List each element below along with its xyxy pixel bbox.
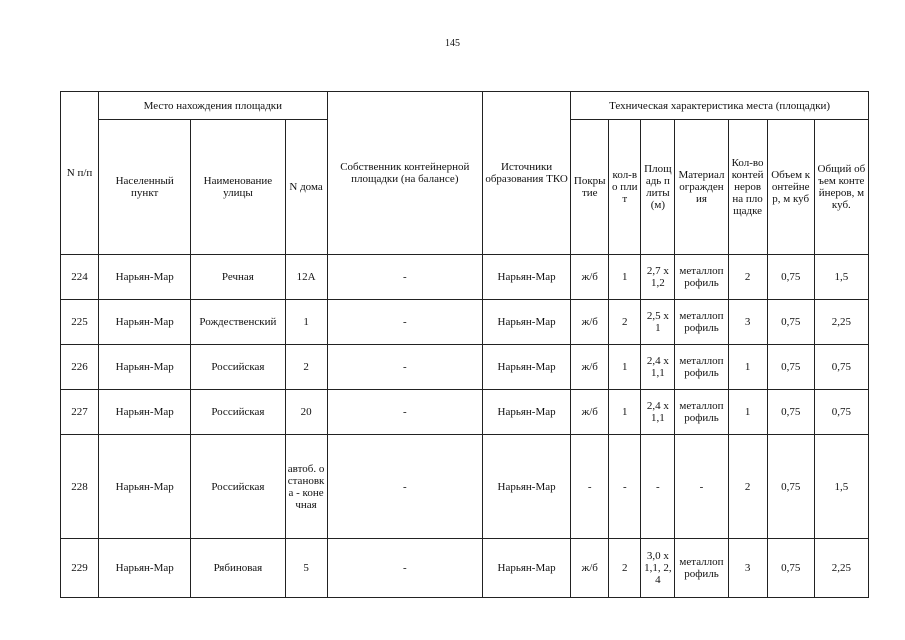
cell-street: Российская: [191, 435, 285, 539]
cell-num: 226: [61, 345, 99, 390]
cell-area: 2,4 x 1,1: [641, 390, 675, 435]
cell-street: Рябиновая: [191, 539, 285, 598]
cell-coverage: ж/б: [571, 390, 609, 435]
cell-settlement: Нарьян-Мар: [99, 435, 191, 539]
cell-street: Рождественский: [191, 300, 285, 345]
table-row: [61, 300, 869, 345]
cell-settlement: Нарьян-Мар: [99, 300, 191, 345]
cell-volume: 0,75: [767, 255, 814, 300]
cell-containers: 2: [728, 435, 767, 539]
cell-slabs: 1: [609, 255, 641, 300]
cell-material: -: [675, 435, 728, 539]
cell-street: Российская: [191, 345, 285, 390]
cell-owner: -: [327, 390, 482, 435]
cell-volume: 0,75: [767, 300, 814, 345]
cell-slabs: -: [609, 435, 641, 539]
cell-material: металлопрофиль: [675, 345, 728, 390]
header-num: N п/п: [61, 92, 99, 255]
header-container-volume: Объем контейнер, м куб: [767, 120, 814, 255]
header-fence-material: Материал ограждения: [675, 120, 728, 255]
cell-volume: 0,75: [767, 539, 814, 598]
header-street: Наименование улицы: [191, 120, 285, 255]
cell-source: Нарьян-Мар: [482, 390, 570, 435]
cell-source: Нарьян-Мар: [482, 539, 570, 598]
cell-slabs: 2: [609, 539, 641, 598]
cell-total: 1,5: [814, 255, 868, 300]
cell-coverage: -: [571, 435, 609, 539]
header-slabs-count: кол-во плит: [609, 120, 641, 255]
header-source: Источники образования ТКО: [482, 92, 570, 255]
header-house: N дома: [285, 120, 327, 255]
header-coverage: Покрытие: [571, 120, 609, 255]
header-settlement: Населенный пункт: [99, 120, 191, 255]
cell-owner: -: [327, 435, 482, 539]
cell-num: 224: [61, 255, 99, 300]
header-total-volume: Общий объем контейнеров, м куб.: [814, 120, 868, 255]
cell-slabs: 1: [609, 345, 641, 390]
cell-total: 2,25: [814, 539, 868, 598]
cell-coverage: ж/б: [571, 255, 609, 300]
header-owner: Собственник контейнерной площадки (на балансе): [327, 92, 482, 255]
cell-volume: 0,75: [767, 390, 814, 435]
cell-source: Нарьян-Мар: [482, 345, 570, 390]
cell-material: металлопрофиль: [675, 390, 728, 435]
cell-settlement: Нарьян-Мар: [99, 255, 191, 300]
cell-area: 2,5 x 1: [641, 300, 675, 345]
cell-house: 2: [285, 345, 327, 390]
cell-source: Нарьян-Мар: [482, 300, 570, 345]
cell-owner: -: [327, 255, 482, 300]
cell-area: 2,7 x 1,2: [641, 255, 675, 300]
cell-containers: 2: [728, 255, 767, 300]
cell-num: 229: [61, 539, 99, 598]
page-number: 145: [445, 38, 460, 49]
cell-num: 225: [61, 300, 99, 345]
cell-total: 0,75: [814, 390, 868, 435]
cell-owner: -: [327, 300, 482, 345]
cell-material: металлопрофиль: [675, 255, 728, 300]
cell-settlement: Нарьян-Мар: [99, 390, 191, 435]
cell-source: Нарьян-Мар: [482, 435, 570, 539]
cell-volume: 0,75: [767, 435, 814, 539]
cell-total: 2,25: [814, 300, 868, 345]
cell-street: Речная: [191, 255, 285, 300]
cell-area: 2,4 x 1,1: [641, 345, 675, 390]
container-sites-table: [60, 91, 869, 598]
cell-coverage: ж/б: [571, 539, 609, 598]
header-location-group: Место нахождения площадки: [99, 92, 328, 120]
cell-containers: 1: [728, 390, 767, 435]
cell-house: 5: [285, 539, 327, 598]
cell-num: 227: [61, 390, 99, 435]
table-row: [61, 539, 869, 598]
cell-owner: -: [327, 539, 482, 598]
cell-source: Нарьян-Мар: [482, 255, 570, 300]
cell-owner: -: [327, 345, 482, 390]
cell-house: 20: [285, 390, 327, 435]
header-containers-count: Кол-во контейнеров на площадке: [728, 120, 767, 255]
header-row-1: [61, 92, 869, 120]
cell-containers: 1: [728, 345, 767, 390]
table-row: [61, 435, 869, 539]
cell-area: 3,0 x 1,1, 2,4: [641, 539, 675, 598]
cell-num: 228: [61, 435, 99, 539]
table-row: [61, 255, 869, 300]
table-row: [61, 345, 869, 390]
cell-house: автоб. остановка - конечная: [285, 435, 327, 539]
cell-street: Российская: [191, 390, 285, 435]
cell-containers: 3: [728, 300, 767, 345]
cell-containers: 3: [728, 539, 767, 598]
cell-volume: 0,75: [767, 345, 814, 390]
cell-slabs: 1: [609, 390, 641, 435]
cell-house: 1: [285, 300, 327, 345]
cell-material: металлопрофиль: [675, 300, 728, 345]
cell-coverage: ж/б: [571, 345, 609, 390]
cell-slabs: 2: [609, 300, 641, 345]
cell-total: 0,75: [814, 345, 868, 390]
header-tech-group: Техническая характеристика места (площадки): [571, 92, 869, 120]
cell-coverage: ж/б: [571, 300, 609, 345]
cell-area: -: [641, 435, 675, 539]
cell-settlement: Нарьян-Мар: [99, 345, 191, 390]
cell-total: 1,5: [814, 435, 868, 539]
table-row: [61, 390, 869, 435]
cell-settlement: Нарьян-Мар: [99, 539, 191, 598]
header-slab-area: Площадь плиты (м): [641, 120, 675, 255]
cell-material: металлопрофиль: [675, 539, 728, 598]
cell-house: 12А: [285, 255, 327, 300]
